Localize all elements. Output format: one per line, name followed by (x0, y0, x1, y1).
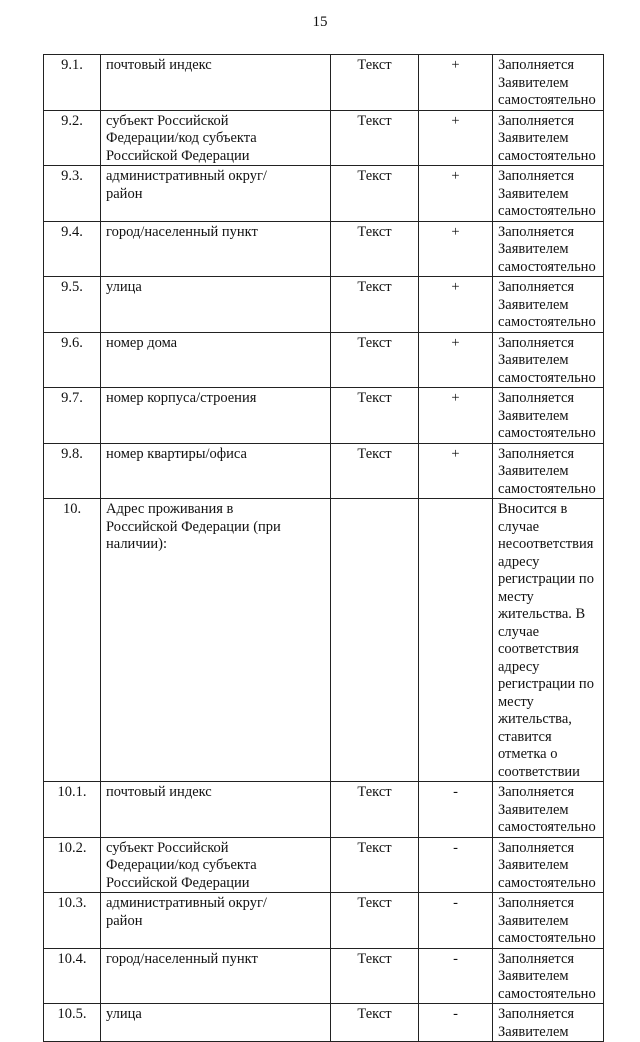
field-name-text: субъект Российской Федерации/код субъекта Российской Федерации (106, 839, 257, 891)
row-number-cell (44, 166, 101, 222)
required-mark-cell (419, 277, 493, 333)
field-type-text: Текст (357, 223, 392, 240)
row-number-cell (44, 110, 101, 166)
fill-note-text: Заполняется Заявителем самостоятельно (498, 223, 596, 275)
required-mark-text: - (453, 784, 458, 800)
fill-note-cell (493, 893, 604, 949)
row-number-text: 9.2. (61, 112, 83, 129)
row-number-text: 9.1. (61, 57, 83, 73)
required-mark-cell (419, 221, 493, 277)
required-mark-text: + (451, 445, 460, 462)
row-number-cell (44, 443, 101, 499)
field-type-text: Текст (357, 279, 392, 295)
required-mark-cell (419, 110, 493, 166)
field-type-cell (331, 1004, 419, 1042)
field-type-text: Текст (357, 334, 392, 351)
field-type-cell (331, 55, 419, 111)
fill-note-text: Заполняется Заявителем самостоятельно (498, 895, 596, 946)
required-mark-text: + (451, 223, 460, 240)
field-name-cell (101, 1004, 331, 1042)
fill-note-cell (493, 332, 604, 388)
field-type-text: Текст (357, 112, 392, 129)
required-mark-cell (419, 782, 493, 838)
required-mark-text: - (453, 895, 458, 911)
required-mark-text: - (453, 950, 458, 967)
field-name-cell (101, 782, 331, 838)
table-row (44, 837, 604, 893)
form-fields-table (43, 54, 604, 1042)
fill-note-text: Вносится в случае несоответствия адресу регистрации по месту жительства. В случае соответствия адресу регистрации по месту жительства, ставится отметка о соответствии (498, 501, 594, 780)
field-type-cell (331, 388, 419, 444)
fill-note-text: Заполняется Заявителем самостоятельно (498, 839, 596, 891)
field-name-text: административный округ/ район (106, 168, 267, 202)
row-number-cell (44, 332, 101, 388)
table-row (44, 443, 604, 499)
fill-note-cell (493, 1004, 604, 1042)
row-number-text: 9.8. (61, 445, 83, 462)
fill-note-cell (493, 388, 604, 444)
row-number-text: 10.5. (57, 1006, 87, 1022)
row-number-cell (44, 277, 101, 333)
row-number-text: 9.5. (61, 279, 83, 295)
row-number-text: 9.6. (61, 334, 83, 351)
row-number-cell (44, 221, 101, 277)
field-name-text: административный округ/ район (106, 895, 267, 929)
field-name-text: номер квартиры/офиса (106, 445, 247, 462)
field-type-cell (331, 499, 419, 782)
table-row (44, 499, 604, 782)
field-type-text: Текст (357, 950, 392, 967)
fill-note-cell (493, 110, 604, 166)
required-mark-cell (419, 837, 493, 893)
field-type-text: Текст (357, 445, 392, 462)
row-number-cell (44, 782, 101, 838)
field-name-text: город/населенный пункт (106, 950, 258, 967)
row-number-cell (44, 948, 101, 1004)
field-type-cell (331, 782, 419, 838)
row-number-text: 9.4. (61, 223, 83, 240)
fill-note-text: Заполняется Заявителем самостоятельно (498, 112, 596, 164)
row-number-text: 10.4. (57, 950, 87, 967)
row-number-text: 10.2. (57, 839, 87, 856)
field-name-cell (101, 837, 331, 893)
required-mark-text: + (451, 334, 460, 351)
fill-note-cell (493, 221, 604, 277)
field-type-text: Текст (357, 784, 392, 800)
required-mark-cell (419, 893, 493, 949)
field-type-cell (331, 443, 419, 499)
required-mark-text: + (451, 112, 460, 129)
table-row (44, 948, 604, 1004)
fill-note-text: Заполняется Заявителем самостоятельно (498, 168, 596, 219)
table-row (44, 221, 604, 277)
field-name-text: номер дома (106, 334, 178, 351)
table-row (44, 1004, 604, 1042)
fill-note-text: Заполняется Заявителем самостоятельно (498, 57, 596, 108)
row-number-cell (44, 388, 101, 444)
required-mark-cell (419, 388, 493, 444)
row-number-text: 10.3. (57, 895, 87, 911)
required-mark-cell (419, 499, 493, 782)
table-row (44, 782, 604, 838)
field-name-cell (101, 443, 331, 499)
field-type-cell (331, 837, 419, 893)
field-name-cell (101, 221, 331, 277)
table-row (44, 166, 604, 222)
field-name-cell (101, 332, 331, 388)
row-number-text: 10. (62, 501, 82, 517)
table-row (44, 893, 604, 949)
fill-note-cell (493, 782, 604, 838)
field-name-cell (101, 277, 331, 333)
row-number-cell (44, 837, 101, 893)
fill-note-cell (493, 948, 604, 1004)
field-name-text: город/населенный пункт (106, 223, 258, 240)
required-mark-text: - (453, 839, 458, 856)
field-name-text: почтовый индекс (106, 57, 212, 73)
fill-note-cell (493, 277, 604, 333)
required-mark-cell (419, 332, 493, 388)
required-mark-text: + (451, 57, 460, 73)
required-mark-text: - (453, 1006, 458, 1022)
fill-note-text: Заполняется Заявителем (498, 1006, 575, 1040)
row-number-cell (44, 55, 101, 111)
required-mark-cell (419, 443, 493, 499)
field-name-cell (101, 166, 331, 222)
field-type-cell (331, 332, 419, 388)
row-number-cell (44, 499, 101, 782)
table-row (44, 332, 604, 388)
field-type-cell (331, 166, 419, 222)
required-mark-text: + (451, 279, 460, 295)
table-row (44, 388, 604, 444)
required-mark-cell (419, 1004, 493, 1042)
field-name-cell (101, 55, 331, 111)
field-type-cell (331, 277, 419, 333)
field-type-text: Текст (357, 839, 392, 856)
fill-note-cell (493, 166, 604, 222)
required-mark-cell (419, 55, 493, 111)
field-name-cell (101, 499, 331, 782)
fill-note-cell (493, 837, 604, 893)
field-type-text: Текст (357, 895, 392, 911)
required-mark-text: + (451, 390, 460, 406)
field-type-text: Текст (357, 57, 392, 73)
field-name-text: улица (106, 279, 142, 295)
fill-note-cell (493, 499, 604, 782)
fill-note-text: Заполняется Заявителем самостоятельно (498, 279, 596, 330)
field-name-text: улица (106, 1006, 142, 1022)
row-number-text: 10.1. (57, 784, 87, 800)
row-number-cell (44, 893, 101, 949)
field-type-cell (331, 110, 419, 166)
table-row (44, 55, 604, 111)
page-number: 15 (312, 14, 328, 30)
field-type-text: Текст (357, 390, 392, 406)
field-name-cell (101, 893, 331, 949)
field-name-cell (101, 388, 331, 444)
required-mark-text: + (451, 168, 460, 184)
fill-note-cell (493, 443, 604, 499)
field-name-text: номер корпуса/строения (106, 390, 257, 406)
row-number-text: 9.3. (61, 168, 83, 184)
row-number-text: 9.7. (61, 390, 83, 406)
field-name-text: субъект Российской Федерации/код субъекта Российской Федерации (106, 112, 257, 164)
table-row (44, 277, 604, 333)
fill-note-text: Заполняется Заявителем самостоятельно (498, 950, 596, 1002)
required-mark-cell (419, 166, 493, 222)
field-name-text: почтовый индекс (106, 784, 212, 800)
fill-note-text: Заполняется Заявителем самостоятельно (498, 334, 596, 386)
field-type-cell (331, 893, 419, 949)
field-name-cell (101, 110, 331, 166)
field-type-cell (331, 948, 419, 1004)
field-type-cell (331, 221, 419, 277)
field-type-text: Текст (357, 1006, 392, 1022)
field-name-cell (101, 948, 331, 1004)
fill-note-text: Заполняется Заявителем самостоятельно (498, 784, 596, 835)
row-number-cell (44, 1004, 101, 1042)
fill-note-text: Заполняется Заявителем самостоятельно (498, 390, 596, 441)
table-row (44, 110, 604, 166)
field-type-text: Текст (357, 168, 392, 184)
field-name-text: Адрес проживания в Российской Федерации (при наличии): (106, 501, 281, 552)
required-mark-cell (419, 948, 493, 1004)
fill-note-text: Заполняется Заявителем самостоятельно (498, 445, 596, 497)
fill-note-cell (493, 55, 604, 111)
